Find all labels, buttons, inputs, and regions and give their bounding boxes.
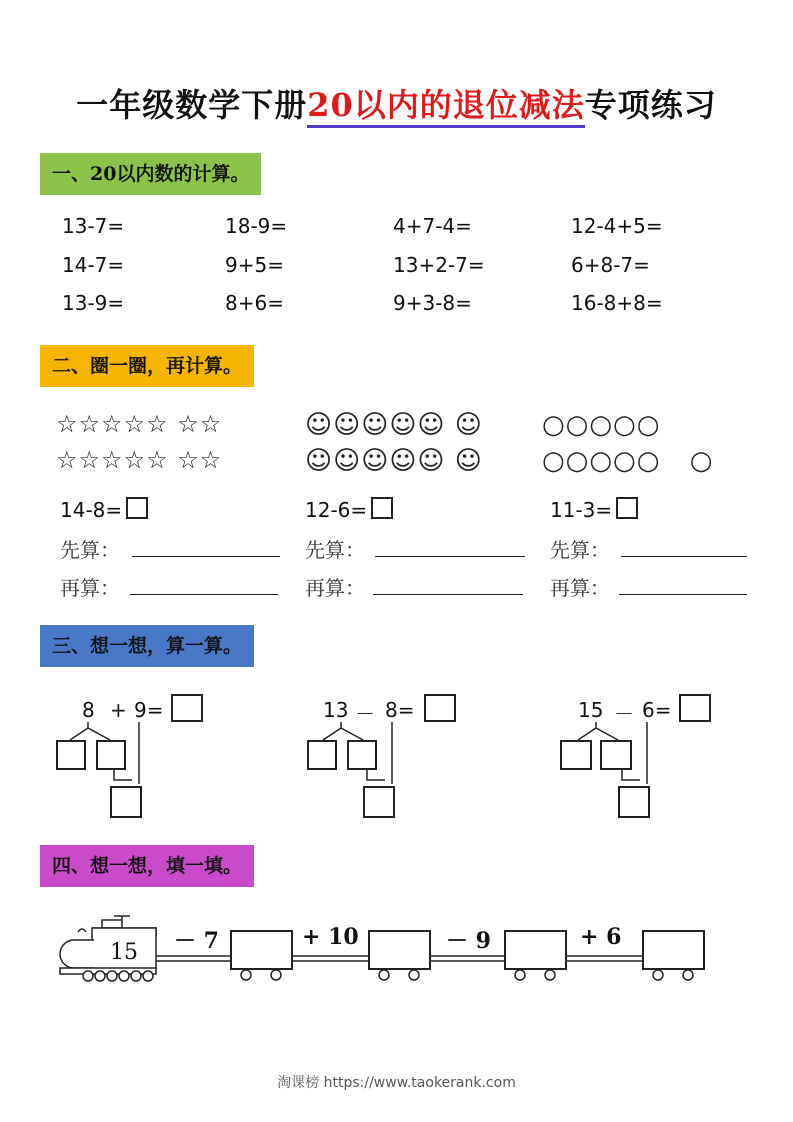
answer-line[interactable] bbox=[375, 556, 525, 557]
train-diagram bbox=[52, 910, 722, 990]
calc-problem: 6+8-7= bbox=[571, 253, 650, 277]
calc-problem: 13-9= bbox=[62, 291, 125, 315]
calc-problem: 16-8+8= bbox=[571, 291, 663, 315]
calc-problem: 9+5= bbox=[225, 253, 284, 277]
calc-problem: 13-7= bbox=[62, 214, 125, 238]
split-number-a: 13 bbox=[323, 698, 349, 722]
answer-box[interactable] bbox=[110, 786, 142, 818]
circle-icon-row: ○○○○○ bbox=[542, 410, 661, 440]
calc-problem: 9+3-8= bbox=[393, 291, 472, 315]
split-diagram bbox=[558, 694, 728, 824]
train-car-box[interactable] bbox=[368, 930, 431, 970]
split-diagram bbox=[50, 694, 220, 824]
section-2-header: 二、圈一圈，再计算。 bbox=[40, 345, 254, 387]
answer-box[interactable] bbox=[371, 497, 393, 519]
answer-box[interactable] bbox=[56, 740, 86, 770]
answer-box[interactable] bbox=[616, 497, 638, 519]
answer-box[interactable] bbox=[96, 740, 126, 770]
answer-line[interactable] bbox=[130, 594, 278, 595]
answer-line[interactable] bbox=[619, 594, 747, 595]
answer-box[interactable] bbox=[347, 740, 377, 770]
train-operation: + 6 bbox=[580, 924, 622, 950]
first-step-label: 先算： bbox=[305, 538, 365, 562]
section-1-header: 一、20以内数的计算。 bbox=[40, 153, 261, 195]
answer-box[interactable] bbox=[600, 740, 632, 770]
train-operation: － 9 bbox=[446, 928, 491, 954]
answer-line[interactable] bbox=[132, 556, 280, 557]
train-start-number: 15 bbox=[110, 940, 138, 965]
calc-problem: 12-4+5= bbox=[571, 214, 663, 238]
section-4-header: 四、想一想，填一填。 bbox=[40, 845, 254, 887]
title-prefix: 一年级数学下册 bbox=[76, 86, 308, 124]
star-icon-row: ☆☆☆☆☆ ☆☆ bbox=[56, 410, 223, 438]
second-step-label: 再算： bbox=[305, 576, 365, 600]
second-step-label: 再算： bbox=[60, 576, 120, 600]
title-suffix: 专项练习 bbox=[584, 86, 717, 124]
calc-problem: 13+2-7= bbox=[393, 253, 485, 277]
smiley-icon-row: ☺☺☺☺☺ ☺ bbox=[305, 446, 483, 476]
calc-problem: 14-7= bbox=[62, 253, 125, 277]
split-number-b: 8= bbox=[385, 698, 415, 722]
answer-box[interactable] bbox=[560, 740, 592, 770]
split-diagram bbox=[303, 694, 473, 824]
split-operator: － bbox=[355, 702, 375, 726]
circle-equation: 11-3= bbox=[550, 498, 613, 522]
section-3-header: 三、想一想，算一算。 bbox=[40, 625, 254, 667]
second-step-label: 再算： bbox=[550, 576, 610, 600]
answer-box[interactable] bbox=[363, 786, 395, 818]
split-operator: + bbox=[110, 698, 127, 722]
split-number-b: 6= bbox=[642, 698, 672, 722]
circle-icon-row: ○○○○○ ○ bbox=[542, 446, 714, 476]
train-car-box[interactable] bbox=[230, 930, 293, 970]
answer-box[interactable] bbox=[618, 786, 650, 818]
page-title bbox=[0, 80, 793, 126]
answer-box[interactable] bbox=[307, 740, 337, 770]
smiley-icon-row: ☺☺☺☺☺ ☺ bbox=[305, 410, 483, 440]
split-number-a: 15 bbox=[578, 698, 604, 722]
train-car-box[interactable] bbox=[504, 930, 567, 970]
answer-line[interactable] bbox=[621, 556, 747, 557]
calc-problem: 18-9= bbox=[225, 214, 288, 238]
split-number-b: 9= bbox=[134, 698, 164, 722]
train-operation: + 10 bbox=[302, 924, 359, 950]
circle-equation: 14-8= bbox=[60, 498, 123, 522]
first-step-label: 先算： bbox=[550, 538, 610, 562]
train-operation: － 7 bbox=[174, 928, 219, 954]
split-number-a: 8 bbox=[82, 698, 95, 722]
title-highlight: 20以内的退位减法 bbox=[307, 86, 585, 128]
calc-problem: 4+7-4= bbox=[393, 214, 472, 238]
footer-watermark: 淘课榜 https://www.taokerank.com bbox=[277, 1075, 516, 1091]
train-car-box[interactable] bbox=[642, 930, 705, 970]
circle-equation: 12-6= bbox=[305, 498, 368, 522]
star-icon-row: ☆☆☆☆☆ ☆☆ bbox=[56, 446, 223, 474]
first-step-label: 先算： bbox=[60, 538, 120, 562]
answer-line[interactable] bbox=[373, 594, 523, 595]
split-operator: － bbox=[614, 702, 634, 726]
calc-problem: 8+6= bbox=[225, 291, 284, 315]
answer-box[interactable] bbox=[126, 497, 148, 519]
